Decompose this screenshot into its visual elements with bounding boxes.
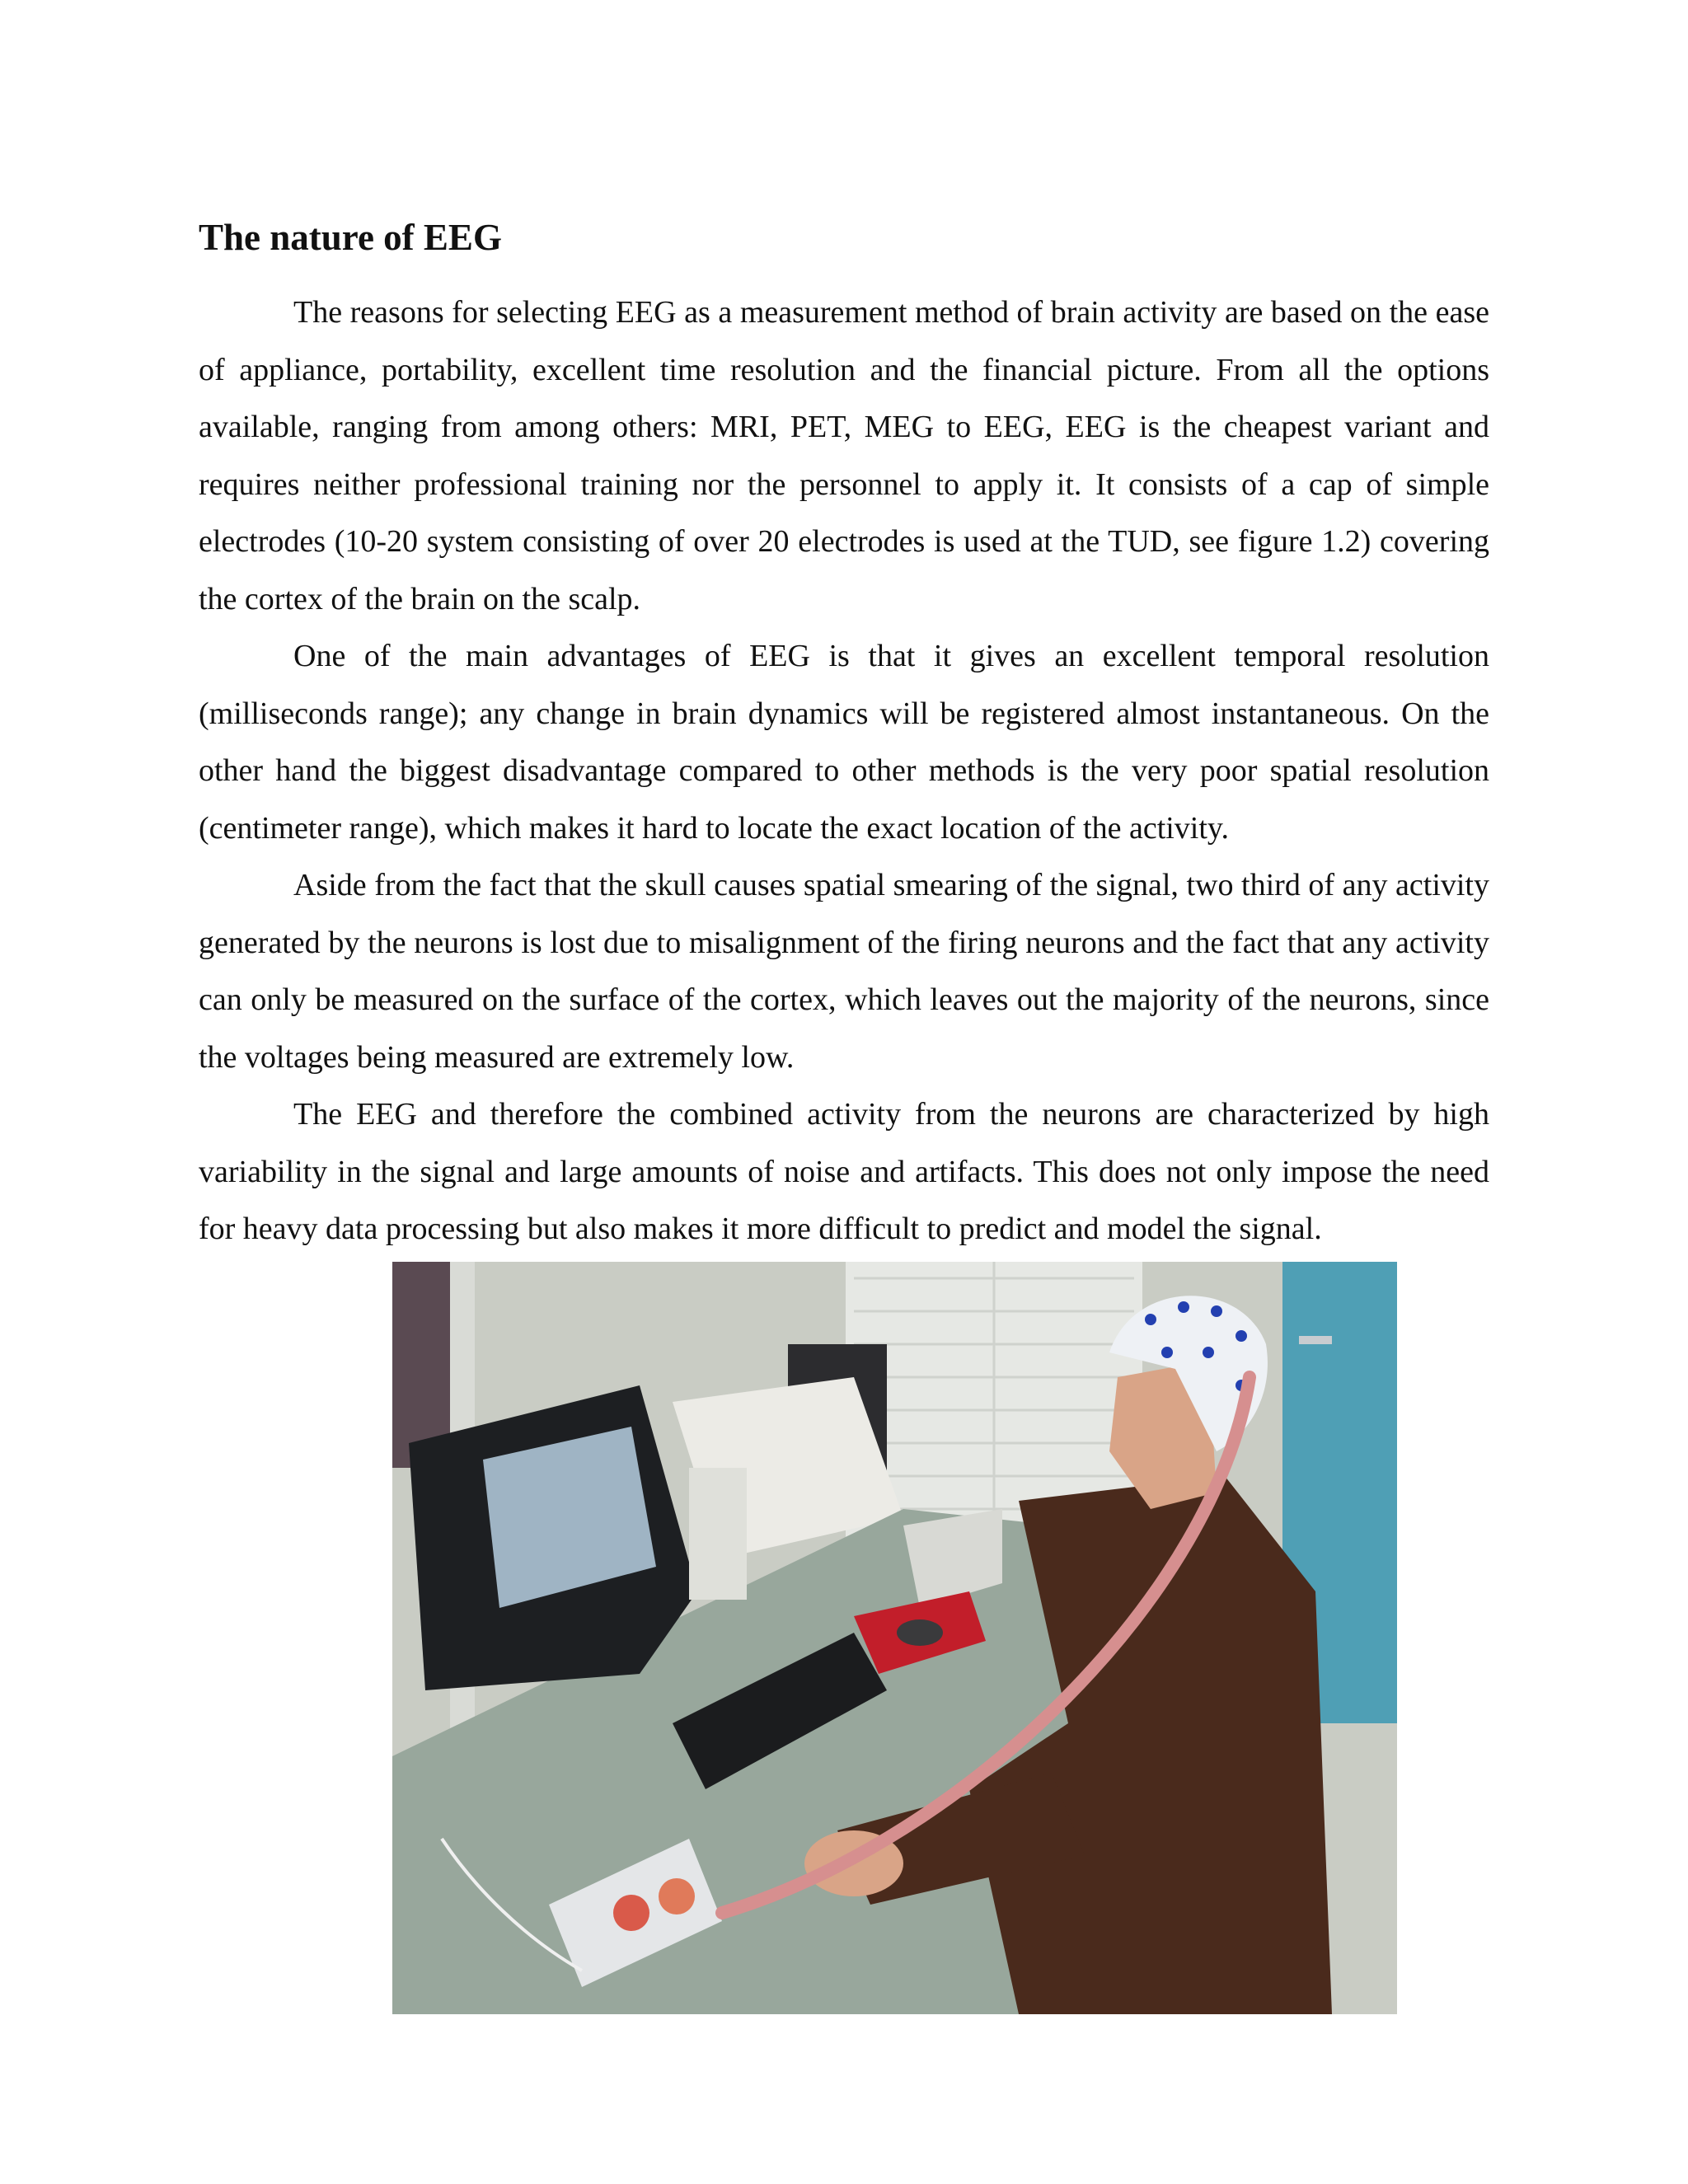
paragraph-3: Aside from the fact that the skull causes spatial smearing of the signal, two third of any activity generated by the neurons is lost due to misalignment of the firing neurons and the fact that any activity can only be measured on the surface of the cortex, which leaves out the majority of the neurons, since the voltages being measured are extremely low. <box>199 868 1489 1075</box>
mouse <box>897 1619 943 1646</box>
paragraph-2: One of the main advantages of EEG is that it gives an excellent temporal resolution (milliseconds range); any change in brain dynamics will be registered almost instantaneous. On the other hand the biggest disadvantage compared to other methods is the very poor spatial resolution (centimeter range), which makes it hard to locate the exact location of the activity. <box>199 639 1489 846</box>
paragraph-4: The EEG and therefore the combined activity from the neurons are characterized by high variability in the signal and large amounts of noise and artifacts. This does not only impose the need for heavy data processing but also makes it more difficult to predict and model the signal. <box>199 1097 1489 1246</box>
paragraph-1: The reasons for selecting EEG as a measurement method of brain activity are based on the ease of appliance, portability, excellent time resolution and the financial picture. From all the options available, ranging from among others: MRI, PET, MEG to EEG, EEG is the cheapest variant and requires neither professional training nor the personnel to apply it. It consists of a cap of simple electrodes (10-20 system consisting of over 20 electrodes is used at the TUD, see figure 1.2) covering the cortex of the brain on the scalp. <box>199 295 1489 616</box>
door-handle <box>1299 1336 1332 1344</box>
electrode <box>1145 1314 1156 1325</box>
electrode <box>1161 1347 1173 1358</box>
amplifier-dial-1 <box>613 1895 649 1931</box>
electrode <box>1236 1330 1247 1342</box>
eeg-setup-illustration <box>392 1262 1397 2014</box>
electrode <box>1211 1305 1222 1317</box>
electrode <box>1178 1301 1189 1313</box>
electrode <box>1203 1347 1214 1358</box>
amplifier-dial-2 <box>659 1878 695 1915</box>
eeg-setup-photo <box>392 1262 1397 2014</box>
body-text <box>199 284 1489 1258</box>
speaker <box>689 1468 747 1600</box>
section-heading: The nature of EEG <box>199 217 502 258</box>
